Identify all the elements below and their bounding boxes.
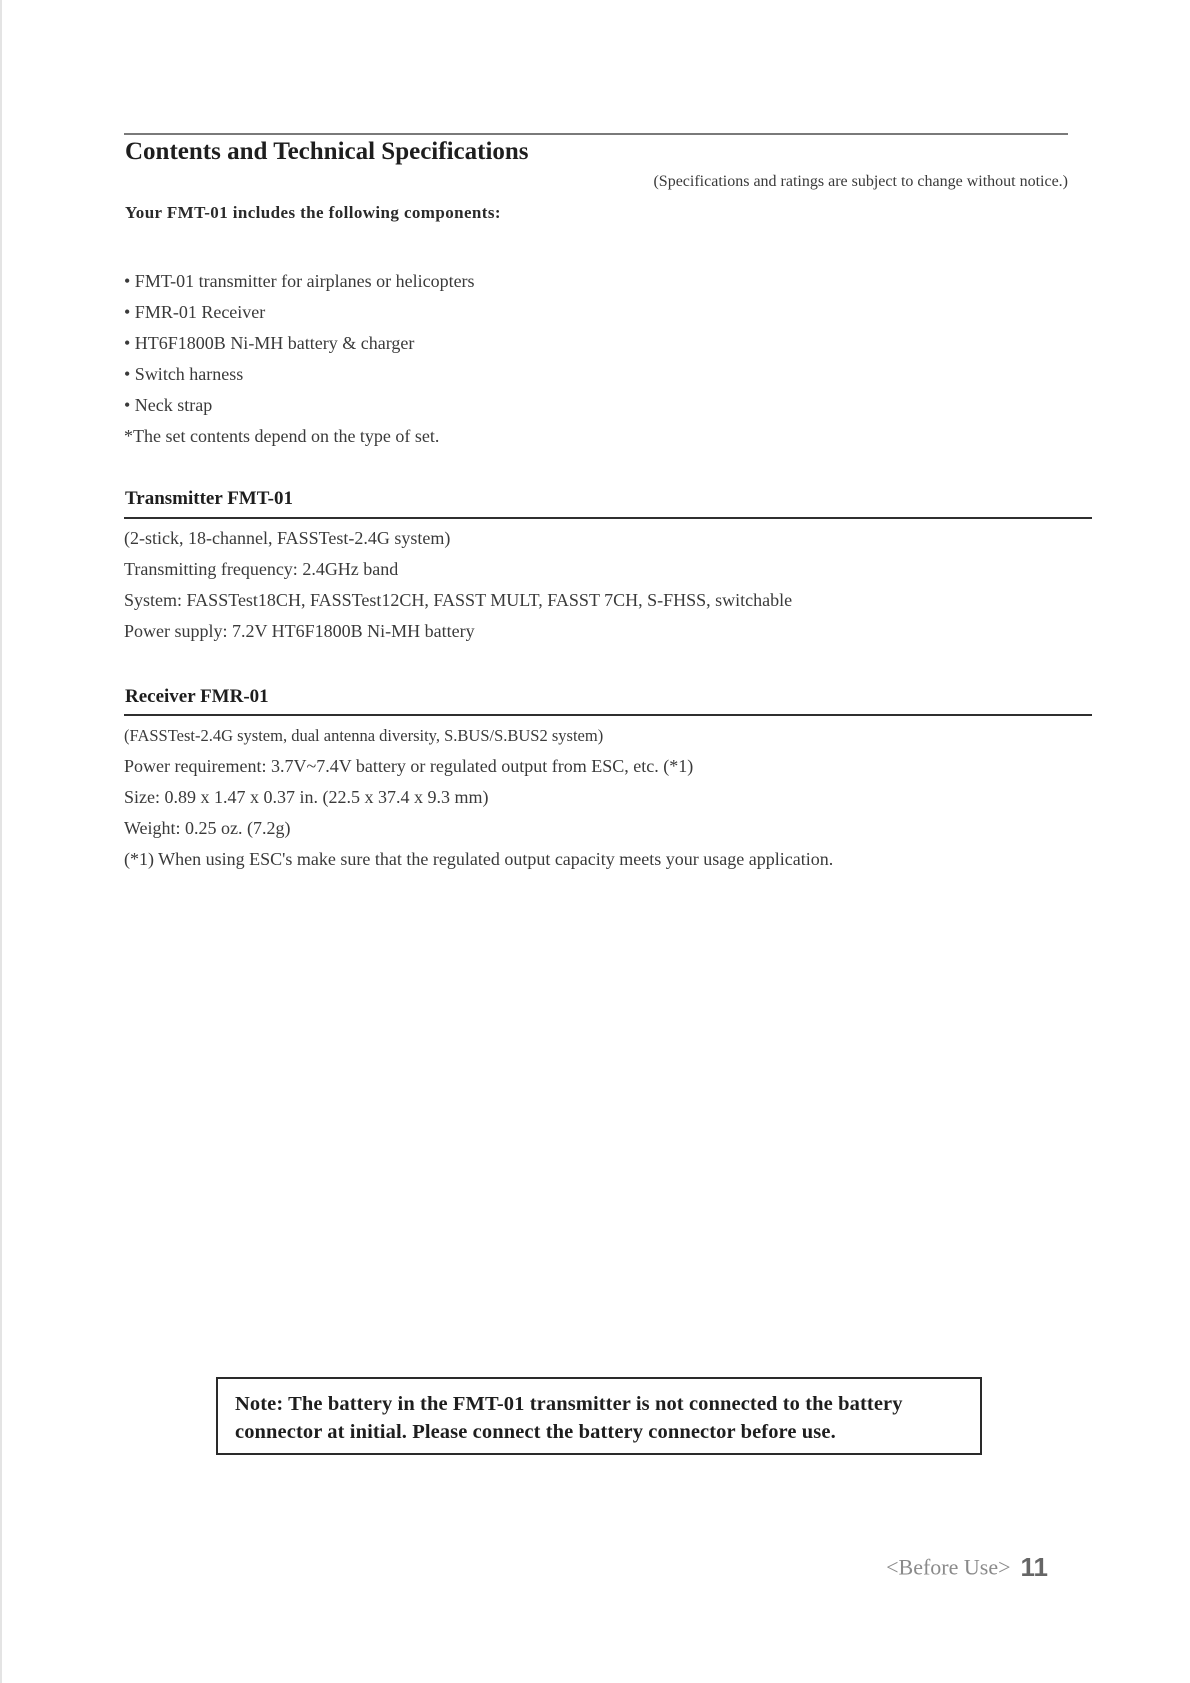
battery-note-line: connector at initial. Please connect the battery connector before use.: [235, 1421, 836, 1443]
component-list: [124, 266, 475, 421]
battery-note-box: [216, 1377, 982, 1455]
spec-line: Power requirement: 3.7V~7.4V battery or regulated output from ESC, etc. (*1): [124, 756, 694, 776]
page-footer: [886, 1552, 1048, 1583]
receiver-heading: Receiver FMR-01: [125, 686, 269, 707]
spec-line: Transmitting frequency: 2.4GHz band: [124, 559, 399, 579]
receiver-rule: [124, 714, 1092, 716]
spec-line: (*1) When using ESC's make sure that the regulated output capacity meets your usage application.: [124, 849, 834, 869]
component-item: • FMT-01 transmitter for airplanes or helicopters: [124, 271, 475, 291]
spec-line: Size: 0.89 x 1.47 x 0.37 in. (22.5 x 37.4 x 9.3 mm): [124, 787, 489, 807]
spec-line: Weight: 0.25 oz. (7.2g): [124, 818, 291, 838]
receiver-specs: [124, 720, 833, 875]
spec-change-notice: (Specifications and ratings are subject to change without notice.): [653, 173, 1068, 190]
transmitter-heading: Transmitter FMT-01: [125, 488, 293, 509]
component-item: • FMR-01 Receiver: [124, 302, 266, 322]
page-title: Contents and Technical Specifications: [125, 138, 529, 165]
includes-heading: Your FMT-01 includes the following components:: [125, 203, 501, 222]
component-item: • HT6F1800B Ni-MH battery & charger: [124, 333, 415, 353]
title-rule: [124, 133, 1068, 135]
transmitter-rule: [124, 517, 1092, 519]
component-item: • Switch harness: [124, 364, 244, 384]
page-number: 11: [1020, 1552, 1048, 1582]
set-contents-note: *The set contents depend on the type of set.: [124, 426, 440, 446]
spec-line: (FASSTest-2.4G system, dual antenna diversity, S.BUS/S.BUS2 system): [124, 726, 604, 745]
page-edge: [0, 0, 2, 1683]
spec-line: (2-stick, 18-channel, FASSTest-2.4G system): [124, 528, 451, 548]
transmitter-specs: [124, 523, 792, 647]
battery-note-line: Note: The battery in the FMT-01 transmitter is not connected to the battery: [235, 1393, 903, 1415]
footer-section-label: <Before Use>: [886, 1554, 1011, 1580]
spec-line: Power supply: 7.2V HT6F1800B Ni-MH battery: [124, 621, 475, 641]
spec-line: System: FASSTest18CH, FASSTest12CH, FASST MULT, FASST 7CH, S-FHSS, switchable: [124, 590, 793, 610]
component-item: • Neck strap: [124, 395, 213, 415]
